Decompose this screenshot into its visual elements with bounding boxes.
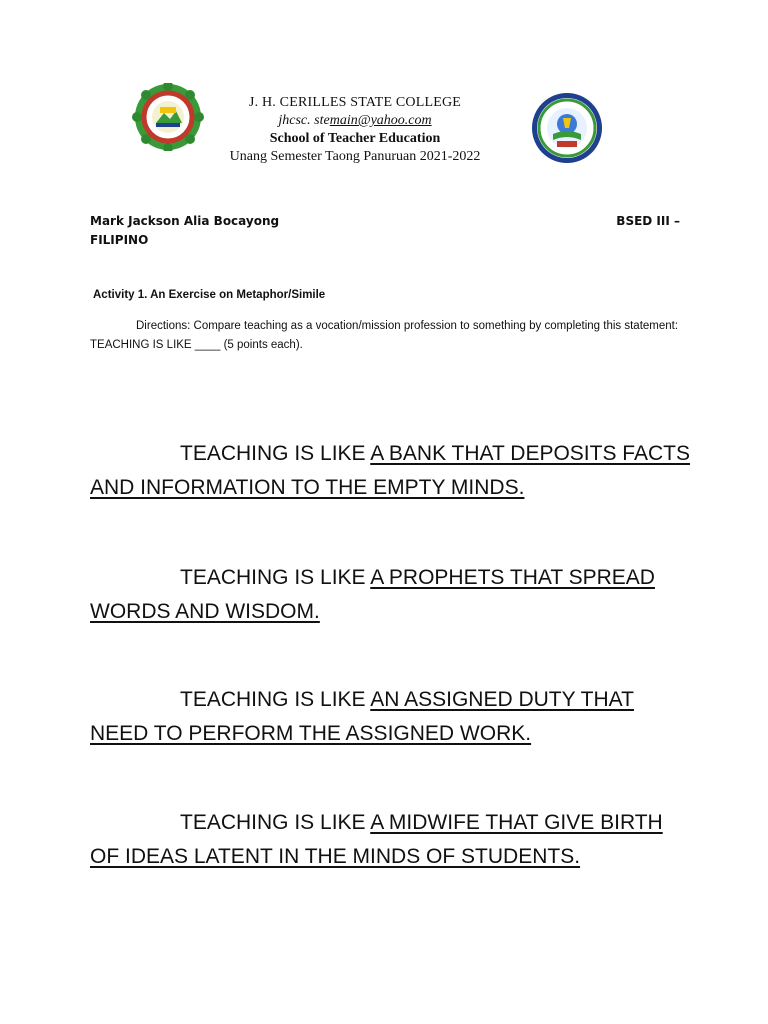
letterhead xyxy=(180,94,530,166)
answer-text: A BANK THAT DEPOSITS FACTS AND INFORMATION TO THE EMPTY MINDS. xyxy=(90,442,690,499)
answer-lead: TEACHING IS LIKE xyxy=(180,811,371,834)
answer-text: A PROPHETS THAT SPREAD WORDS AND WISDOM. xyxy=(90,566,655,623)
student-course-continued: FILIPINO xyxy=(90,233,149,247)
answer-text: AN ASSIGNED DUTY THAT NEED TO PERFORM THE ASSIGNED WORK. xyxy=(90,688,634,745)
activity-title: Activity 1. An Exercise on Metaphor/Simile xyxy=(93,289,326,301)
student-course: BSED III – xyxy=(616,214,680,228)
answer-1 xyxy=(90,437,690,505)
semester-line: Unang Semester Taong Panuruan 2021-2022 xyxy=(229,149,481,164)
college-name: J. H. CERILLES STATE COLLEGE xyxy=(248,95,462,110)
activity-directions: Directions: Compare teaching as a vocation/mission profession to something by completing this statement: TEACHING IS LIKE ____ (5 points each). xyxy=(90,320,679,351)
answer-text: A MIDWIFE THAT GIVE BIRTH OF IDEAS LATENT IN THE MINDS OF STUDENTS. xyxy=(90,811,663,868)
answer-lead: TEACHING IS LIKE xyxy=(180,442,371,465)
answer-3 xyxy=(90,683,690,751)
student-info xyxy=(90,212,680,250)
answer-lead: TEACHING IS LIKE xyxy=(180,566,371,589)
teacher-education-seal-logo xyxy=(529,92,605,164)
college-email[interactable]: jhcsc. stemain@yahoo.com xyxy=(278,113,432,128)
answer-2 xyxy=(90,561,690,629)
answer-4 xyxy=(90,806,690,874)
student-name: Mark Jackson Alia Bocayong xyxy=(90,214,280,228)
answer-lead: TEACHING IS LIKE xyxy=(180,688,371,711)
school-name: School of Teacher Education xyxy=(269,131,441,146)
